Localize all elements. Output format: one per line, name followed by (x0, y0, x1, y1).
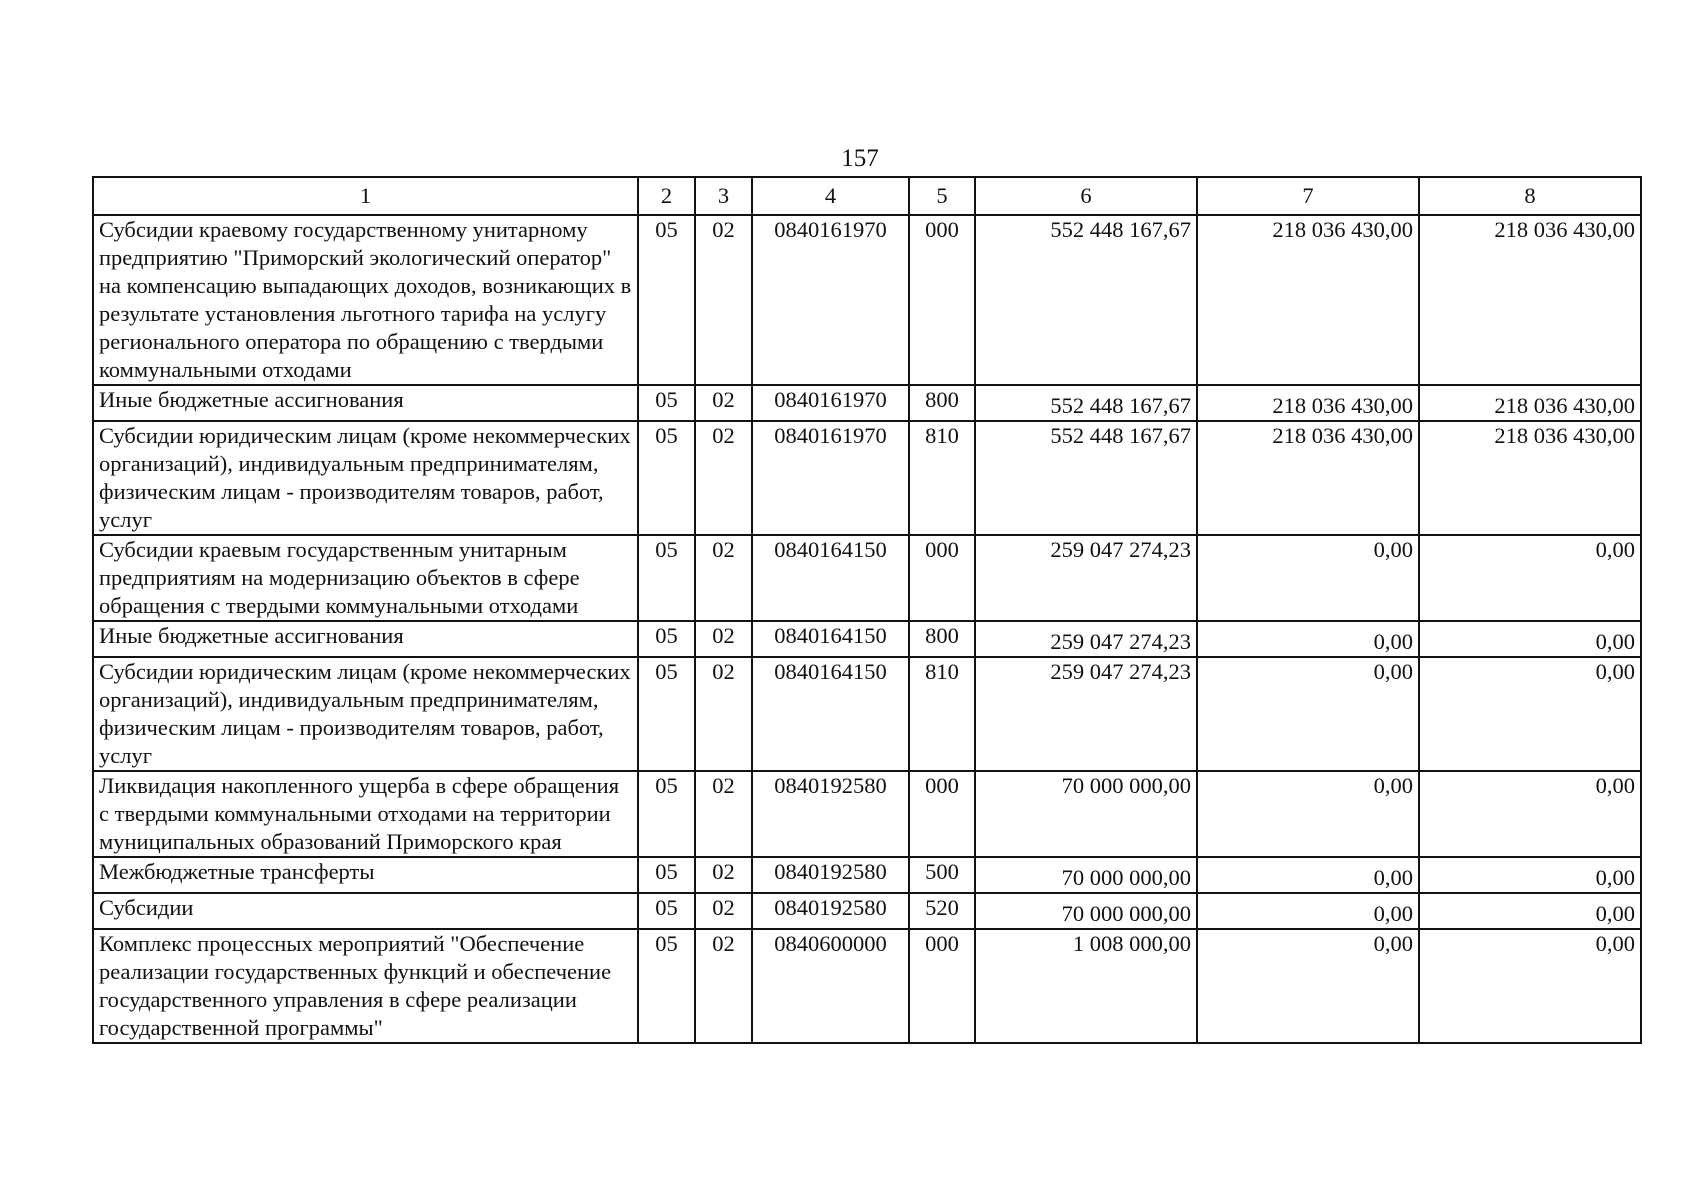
table-row (93, 215, 1641, 385)
target-article-code: 0840164150 (752, 535, 909, 621)
amount-col-7: 0,00 (1197, 621, 1419, 657)
budget-table (92, 176, 1642, 1044)
amount-col-8: 0,00 (1419, 857, 1641, 893)
target-article-code: 0840164150 (752, 657, 909, 771)
amount-col-6: 552 448 167,67 (975, 421, 1197, 535)
column-header: 7 (1197, 177, 1419, 215)
table-row (93, 621, 1641, 657)
target-article-code: 0840192580 (752, 893, 909, 929)
row-name: Субсидии (93, 893, 638, 929)
subsection-code: 02 (695, 421, 752, 535)
amount-col-6: 552 448 167,67 (975, 215, 1197, 385)
section-code: 05 (638, 421, 695, 535)
section-code: 05 (638, 929, 695, 1043)
subsection-code: 02 (695, 857, 752, 893)
amount-col-7: 0,00 (1197, 857, 1419, 893)
row-name: Субсидии юридическим лицам (кроме некоммерческих организаций), индивидуальным предпринимателям, физическим лицам - производителям товаров, работ, услуг (93, 657, 638, 771)
row-name: Иные бюджетные ассигнования (93, 621, 638, 657)
expense-type-code: 810 (909, 657, 975, 771)
amount-col-6: 70 000 000,00 (975, 857, 1197, 893)
amount-col-8: 0,00 (1419, 771, 1641, 857)
amount-col-7: 218 036 430,00 (1197, 215, 1419, 385)
expense-type-code: 000 (909, 929, 975, 1043)
table-row (93, 535, 1641, 621)
column-header: 3 (695, 177, 752, 215)
amount-col-8: 0,00 (1419, 929, 1641, 1043)
amount-col-6: 552 448 167,67 (975, 385, 1197, 421)
subsection-code: 02 (695, 385, 752, 421)
section-code: 05 (638, 621, 695, 657)
amount-col-8: 0,00 (1419, 657, 1641, 771)
column-header: 2 (638, 177, 695, 215)
header-row (93, 177, 1641, 215)
amount-col-8: 0,00 (1419, 535, 1641, 621)
section-code: 05 (638, 535, 695, 621)
section-code: 05 (638, 215, 695, 385)
amount-col-6: 70 000 000,00 (975, 893, 1197, 929)
target-article-code: 0840192580 (752, 857, 909, 893)
table-row (93, 929, 1641, 1043)
amount-col-7: 218 036 430,00 (1197, 421, 1419, 535)
table-row (93, 657, 1641, 771)
table-row (93, 421, 1641, 535)
expense-type-code: 520 (909, 893, 975, 929)
target-article-code: 0840600000 (752, 929, 909, 1043)
expense-type-code: 800 (909, 621, 975, 657)
column-header: 5 (909, 177, 975, 215)
subsection-code: 02 (695, 535, 752, 621)
amount-col-6: 1 008 000,00 (975, 929, 1197, 1043)
amount-col-8: 0,00 (1419, 893, 1641, 929)
expense-type-code: 000 (909, 215, 975, 385)
row-name: Межбюджетные трансферты (93, 857, 638, 893)
amount-col-7: 0,00 (1197, 657, 1419, 771)
amount-col-8: 218 036 430,00 (1419, 421, 1641, 535)
amount-col-8: 218 036 430,00 (1419, 385, 1641, 421)
column-header: 6 (975, 177, 1197, 215)
target-article-code: 0840161970 (752, 385, 909, 421)
target-article-code: 0840192580 (752, 771, 909, 857)
target-article-code: 0840161970 (752, 215, 909, 385)
subsection-code: 02 (695, 657, 752, 771)
subsection-code: 02 (695, 929, 752, 1043)
row-name: Субсидии краевому государственному унитарному предприятию "Приморский экологический оператор" на компенсацию выпадающих доходов, возникающих в результате установления льготного тарифа на услугу регионального оператора по обращению с твердыми коммунальными отходами (93, 215, 638, 385)
expense-type-code: 000 (909, 535, 975, 621)
subsection-code: 02 (695, 893, 752, 929)
section-code: 05 (638, 771, 695, 857)
subsection-code: 02 (695, 621, 752, 657)
amount-col-6: 259 047 274,23 (975, 657, 1197, 771)
table-row (93, 771, 1641, 857)
amount-col-7: 0,00 (1197, 535, 1419, 621)
expense-type-code: 810 (909, 421, 975, 535)
row-name: Комплекс процессных мероприятий "Обеспечение реализации государственных функций и обеспечение государственного управления в сфере реализации государственной программы" (93, 929, 638, 1043)
row-name: Ликвидация накопленного ущерба в сфере обращения с твердыми коммунальными отходами на территории муниципальных образований Приморского края (93, 771, 638, 857)
target-article-code: 0840161970 (752, 421, 909, 535)
section-code: 05 (638, 657, 695, 771)
amount-col-6: 70 000 000,00 (975, 771, 1197, 857)
amount-col-8: 218 036 430,00 (1419, 215, 1641, 385)
section-code: 05 (638, 857, 695, 893)
amount-col-6: 259 047 274,23 (975, 621, 1197, 657)
column-header: 4 (752, 177, 909, 215)
table-row (93, 385, 1641, 421)
row-name: Субсидии краевым государственным унитарным предприятиям на модернизацию объектов в сфере обращения с твердыми коммунальными отходами (93, 535, 638, 621)
row-name: Субсидии юридическим лицам (кроме некоммерческих организаций), индивидуальным предпринимателям, физическим лицам - производителям товаров, работ, услуг (93, 421, 638, 535)
amount-col-7: 0,00 (1197, 771, 1419, 857)
expense-type-code: 800 (909, 385, 975, 421)
column-header: 8 (1419, 177, 1641, 215)
page-number: 157 (841, 145, 879, 172)
amount-col-6: 259 047 274,23 (975, 535, 1197, 621)
expense-type-code: 000 (909, 771, 975, 857)
table-row (93, 893, 1641, 929)
target-article-code: 0840164150 (752, 621, 909, 657)
section-code: 05 (638, 385, 695, 421)
subsection-code: 02 (695, 215, 752, 385)
table-row (93, 857, 1641, 893)
amount-col-7: 218 036 430,00 (1197, 385, 1419, 421)
amount-col-8: 0,00 (1419, 621, 1641, 657)
section-code: 05 (638, 893, 695, 929)
amount-col-7: 0,00 (1197, 929, 1419, 1043)
row-name: Иные бюджетные ассигнования (93, 385, 638, 421)
expense-type-code: 500 (909, 857, 975, 893)
column-header: 1 (93, 177, 638, 215)
subsection-code: 02 (695, 771, 752, 857)
amount-col-7: 0,00 (1197, 893, 1419, 929)
